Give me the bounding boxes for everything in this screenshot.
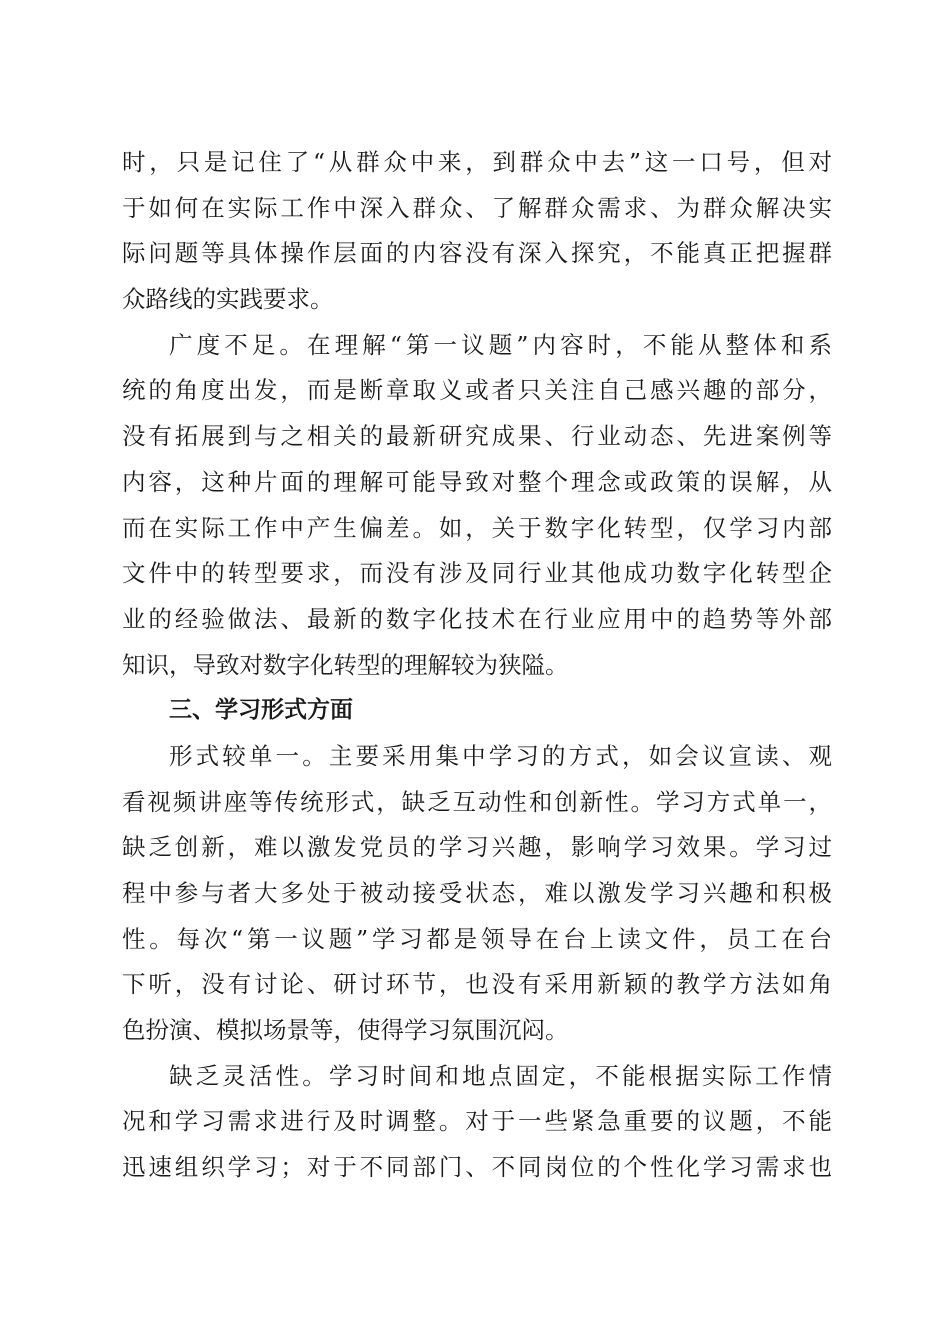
paragraph-line: 知识，导致对数字化转型的理解较为狭隘。 xyxy=(122,650,569,679)
paragraph-line: 况和学习需求进行及时调整。对于一些紧急重要的议题，不能 xyxy=(122,1107,832,1136)
paragraph-line: 文件中的转型要求，而没有涉及同行业其他成功数字化转型企 xyxy=(122,559,832,588)
document-body xyxy=(122,140,832,1191)
paragraph-line: 业的经验做法、最新的数字化技术在行业应用中的趋势等外部 xyxy=(122,604,832,633)
paragraph-line: 迅速组织学习；对于不同部门、不同岗位的个性化学习需求也 xyxy=(122,1153,832,1182)
section-heading: 三、学习形式方面 xyxy=(169,697,353,724)
paragraph-line: 形式较单一。主要采用集中学习的方式，如会议宣读、观 xyxy=(169,741,832,770)
paragraph-line: 缺乏灵活性。学习时间和地点固定，不能根据实际工作情 xyxy=(169,1061,832,1090)
paragraph-line: 众路线的实践要求。 xyxy=(122,285,334,314)
paragraph-line: 广度不足。在理解“第一议题”内容时，不能从整体和系 xyxy=(169,330,832,359)
paragraph-line: 而在实际工作中产生偏差。如，关于数字化转型，仅学习内部 xyxy=(122,513,832,542)
paragraph-line: 内容，这种片面的理解可能导致对整个理念或政策的误解，从 xyxy=(122,467,832,496)
paragraph-line: 色扮演、模拟场景等，使得学习氛围沉闷。 xyxy=(122,1016,569,1045)
paragraph-line: 缺乏创新，难以激发党员的学习兴趣，影响学习效果。学习过 xyxy=(122,833,832,862)
paragraph-line: 统的角度出发，而是断章取义或者只关注自己感兴趣的部分， xyxy=(122,376,832,405)
paragraph-line: 际问题等具体操作层面的内容没有深入探究，不能真正把握群 xyxy=(122,239,832,268)
paragraph-line: 于如何在实际工作中深入群众、了解群众需求、为群众解决实 xyxy=(122,193,832,222)
paragraph-line: 时，只是记住了“从群众中来，到群众中去”这一口号，但对 xyxy=(122,148,832,176)
paragraph-line: 看视频讲座等传统形式，缺乏互动性和创新性。学习方式单一， xyxy=(122,787,832,816)
paragraph-line: 没有拓展到与之相关的最新研究成果、行业动态、先进案例等 xyxy=(122,422,832,451)
paragraph-line: 性。每次“第一议题”学习都是领导在台上读文件，员工在台 xyxy=(122,924,832,953)
paragraph-line: 程中参与者大多处于被动接受状态，难以激发学习兴趣和积极 xyxy=(122,879,832,907)
paragraph-line: 下听，没有讨论、研讨环节，也没有采用新颖的教学方法如角 xyxy=(122,970,832,999)
